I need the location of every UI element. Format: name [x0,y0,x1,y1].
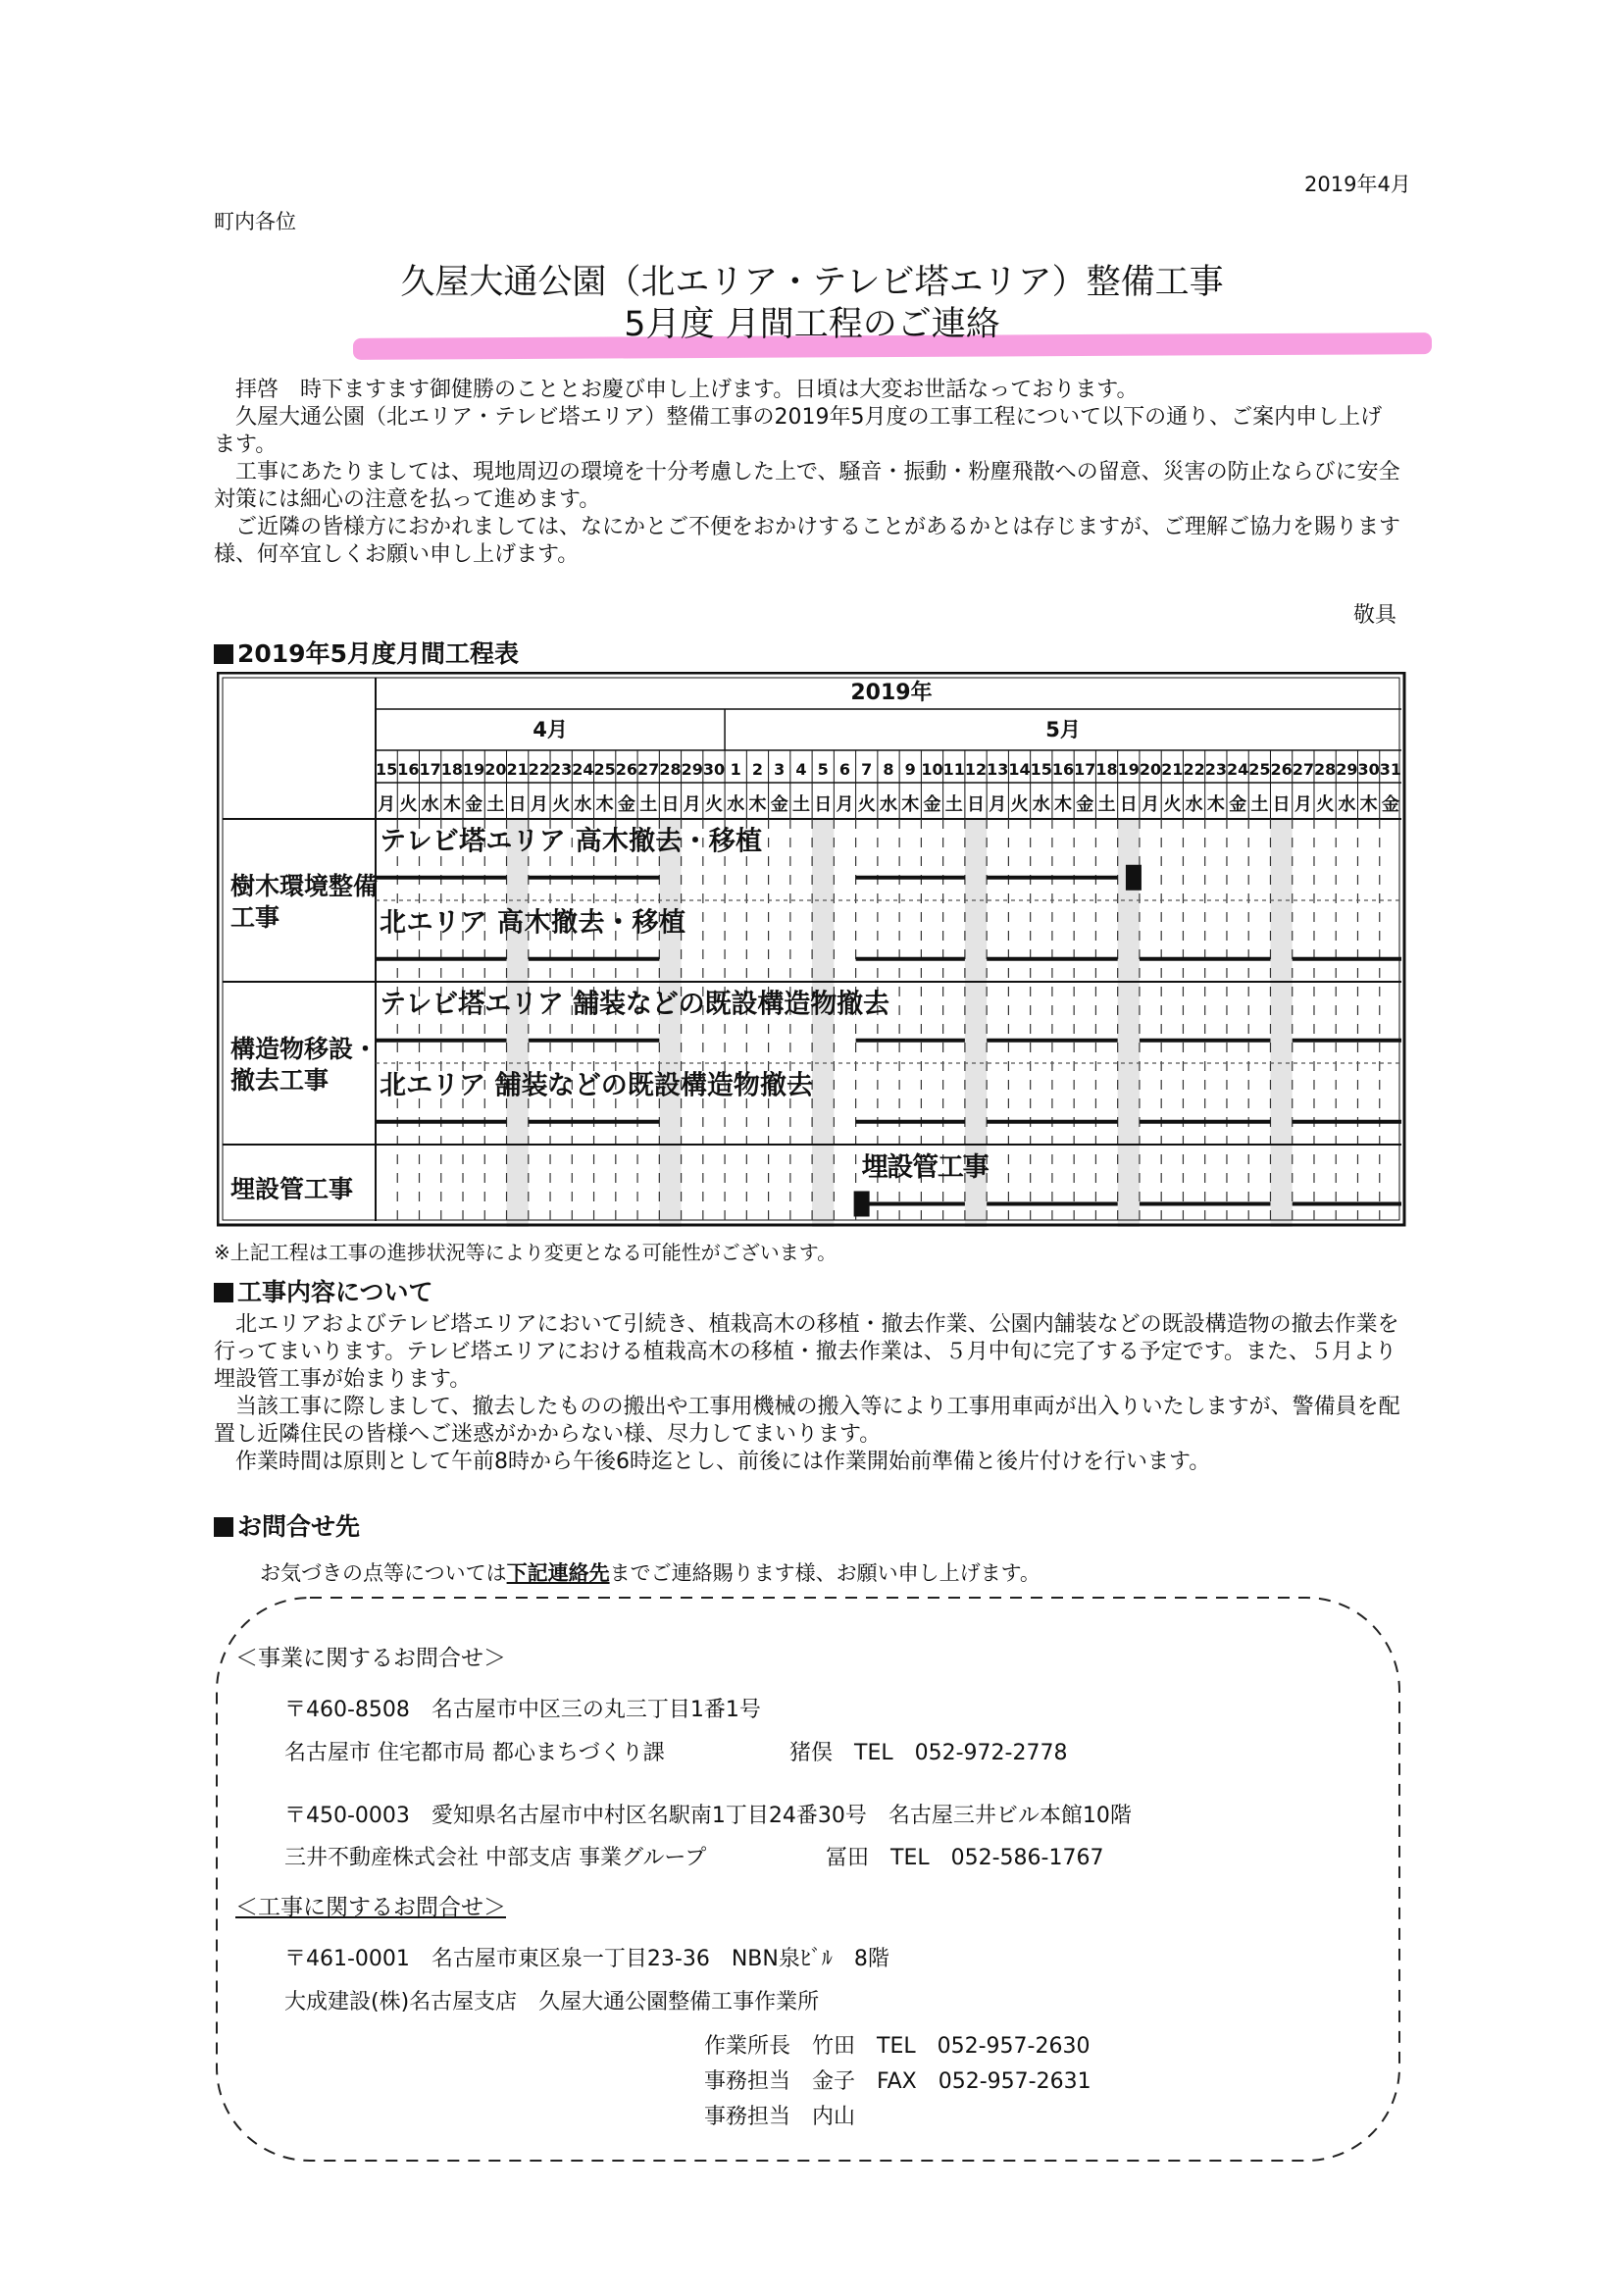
category-label: 埋設管工事 [230,1175,354,1203]
task-label: 北エリア 高木撤去・移植 [380,907,685,939]
day-number: 27 [637,760,660,779]
weekday-label: 土 [791,794,810,815]
day-number: 3 [774,760,786,779]
weekday-label: 水 [1032,794,1050,815]
month-label: 5月 [1045,718,1081,741]
day-number: 5 [817,760,829,779]
weekday-label: 月 [530,794,548,815]
day-number: 13 [987,760,1009,779]
day-number: 16 [397,760,420,779]
year-label: 2019年 [850,681,933,705]
work-heading: 工事内容について [214,1273,433,1308]
work-paragraph: 作業時間は原則として午前8時から午後6時迄とし、前後には作業開始前準備と後片付けを行います。 [214,1450,1211,1474]
holiday-column [659,819,681,1227]
weekday-label: 土 [1097,794,1116,815]
weekday-label: 火 [552,794,571,815]
weekday-label: 木 [748,794,767,815]
contact-lead: お気づきの点等については下記連絡先までご連絡賜ります様、お願い申し上げます。 [260,1561,1040,1585]
day-number: 28 [1313,760,1337,779]
day-number: 18 [1095,760,1118,779]
weekday-label: 月 [1142,794,1160,815]
intro-paragraph: ご近隣の皆様方におかれましては、なにかとご不便をおかけすることがあるかとは存じますが、ご理解ご協力を賜ります様、何卒宜しくお願い申し上げます。 [214,515,1401,567]
weekday-label: 水 [880,794,897,815]
category-label: 樹木環境整備 [230,872,379,900]
category-label: 構造物移設・ [230,1035,379,1063]
month-label: 4月 [533,718,568,741]
day-number: 21 [1161,760,1184,779]
work-body [214,1311,1400,1476]
day-number: 23 [1204,760,1227,779]
day-number: 20 [1139,760,1162,779]
square-bullet-icon [214,1283,233,1302]
task-label: 埋設管工事 [861,1151,990,1183]
business-2-person: 冨田 TEL 052-586-1767 [826,1846,1104,1870]
day-number: 19 [1117,760,1140,779]
day-number: 10 [921,760,943,779]
start-marker [854,1191,870,1216]
day-number: 9 [904,760,916,779]
construction-contact: 事務担当 金子 FAX 052-957-2631 [704,2069,1091,2094]
day-number: 30 [702,760,726,779]
work-paragraph: 北エリアおよびテレビ塔エリアにおいて引続き、植栽高木の移植・撤去作業、公園内舗装などの既設構造物の撤去作業を行ってまいります。テレビ塔エリアにおける植栽高木の移植・撤去作業は、５月中旬に完了する予定です。また、５月より埋設管工事が始まります。 [214,1312,1399,1392]
weekday-label: 火 [1163,794,1182,815]
table-inner-frame [223,678,1402,1220]
day-number: 2 [751,760,764,779]
weekday-label: 金 [1076,794,1094,815]
document-date: 2019年4月 [1304,173,1411,196]
contact-box [214,1595,1402,2164]
recipient: 町内各位 [214,210,296,233]
category-label: 工事 [230,903,280,932]
day-number: 11 [942,760,965,779]
day-number: 17 [419,760,441,779]
construction-contact: 作業所長 竹田 TEL 052-957-2630 [704,2034,1091,2059]
contact-heading: お問合せ先 [214,1507,360,1543]
day-number: 28 [659,760,682,779]
weekday-label: 木 [595,794,614,815]
day-number: 16 [1051,760,1075,779]
weekday-label: 金 [1229,794,1247,815]
weekday-label: 水 [1185,794,1203,815]
weekday-label: 月 [836,794,854,815]
intro-paragraph: 拝啓 時下ますます御健勝のこととお慶び申し上げます。日頃は大変お世話なっております。 [214,378,1139,402]
weekday-label: 月 [683,794,701,815]
weekday-label: 木 [442,794,461,815]
day-number: 17 [1074,760,1096,779]
day-number: 12 [964,760,988,779]
day-number: 30 [1357,760,1380,779]
task-label: 北エリア 舗装などの既設構造物撤去 [380,1070,813,1101]
day-number: 29 [1336,760,1358,779]
weekday-label: 木 [1054,794,1073,815]
day-number: 1 [730,760,741,779]
closing-word: 敬具 [1353,603,1397,628]
weekday-label: 水 [727,794,745,815]
day-number: 4 [795,760,807,779]
weekday-label: 金 [1381,794,1399,815]
weekday-label: 土 [944,794,963,815]
category-label: 撤去工事 [230,1066,330,1095]
weekday-label: 水 [1338,794,1356,815]
weekday-label: 月 [989,794,1007,815]
construction-contact: 事務担当 内山 [704,2105,856,2129]
business-2-address: 〒450-0003 愛知県名古屋市中村区名駅南1丁目24番30号 名古屋三井ビル本館10階 [284,1804,1132,1828]
day-number: 8 [883,760,894,779]
day-number: 21 [506,760,529,779]
weekday-label: 木 [1359,794,1378,815]
day-number: 27 [1292,760,1314,779]
schedule-table [217,672,1407,1227]
business-2-org: 三井不動産株式会社 中部支店 事業グループ [284,1846,707,1870]
weekday-label: 日 [661,794,680,815]
task-label: テレビ塔エリア 高木撤去・移植 [380,826,762,857]
weekday-label: 木 [901,794,920,815]
weekday-label: 火 [1010,794,1029,815]
weekday-label: 月 [1294,794,1312,815]
weekday-label: 水 [421,794,439,815]
day-number: 31 [1379,760,1402,779]
day-number: 20 [484,760,507,779]
work-paragraph: 当該工事に際しまして、撤去したものの搬出や工事用機械の搬入等により工事用車両が出入りいたしますが、警備員を配置し近隣住民の皆様へご迷惑がかからない様、尽力してまいります。 [214,1395,1400,1447]
day-number: 29 [681,760,703,779]
page-subtitle: 5月度 月間工程のご連絡 [624,305,1000,344]
day-number: 7 [861,760,873,779]
weekday-label: 木 [1206,794,1225,815]
day-number: 6 [838,760,851,779]
holiday-column [812,819,834,1227]
day-number: 24 [1226,760,1249,779]
intro-paragraph: 工事にあたりましては、現地周辺の環境を十分考慮した上で、騒音・振動・粉塵飛散への留意、災害の防止ならびに安全対策には細心の注意を払って進めます。 [214,460,1400,512]
schedule-heading: 2019年5月度月間工程表 [214,635,519,670]
weekday-label: 土 [639,794,658,815]
day-number: 14 [1008,760,1031,779]
weekday-label: 月 [378,794,396,815]
construction-address: 〒461-0001 名古屋市東区泉一丁目23-36 NBN泉ﾋﾞﾙ 8階 [284,1947,889,1971]
day-number: 15 [375,760,398,779]
day-number: 15 [1030,760,1052,779]
business-contact-header: ＜事業に関するお問合せ＞ [235,1646,506,1671]
contact-link-text: 下記連絡先 [506,1561,610,1585]
weekday-label: 火 [704,794,723,815]
weekday-label: 土 [486,794,505,815]
weekday-label: 金 [770,794,788,815]
day-number: 22 [1183,760,1205,779]
weekday-label: 火 [399,794,418,815]
business-1-org: 名古屋市 住宅都市局 都心まちづくり課 [284,1741,665,1765]
weekday-label: 日 [814,794,833,815]
construction-contact-header: ＜工事に関するお問合せ＞ [235,1895,506,1920]
weekday-label: 火 [1316,794,1335,815]
weekday-label: 土 [1250,794,1269,815]
construction-org: 大成建設(株)名古屋支店 久屋大通公園整備工事作業所 [284,1990,820,2014]
weekday-label: 水 [574,794,592,815]
day-number: 22 [528,760,551,779]
day-number: 26 [615,760,638,779]
weekday-label: 日 [967,794,986,815]
weekday-label: 日 [1272,794,1291,815]
day-number: 18 [440,760,464,779]
task-label: テレビ塔エリア 舗装などの既設構造物撤去 [380,989,889,1020]
day-number: 25 [593,760,616,779]
milestone-marker [1126,865,1142,891]
square-bullet-icon [214,644,233,664]
holiday-column [1270,819,1292,1227]
day-number: 23 [550,760,573,779]
weekday-label: 日 [1119,794,1138,815]
square-bullet-icon [214,1517,233,1537]
day-number: 25 [1248,760,1271,779]
weekday-label: 火 [857,794,876,815]
weekday-label: 金 [465,794,483,815]
weekday-label: 金 [923,794,941,815]
business-1-person: 猪俣 TEL 052-972-2778 [789,1741,1068,1765]
day-number: 24 [572,760,594,779]
intro-paragraph: 久屋大通公園（北エリア・テレビ塔エリア）整備工事の2019年5月度の工事工程について以下の通り、ご案内申し上げます。 [214,405,1383,457]
holiday-column [507,819,529,1227]
day-number: 19 [463,760,485,779]
page-title: 久屋大通公園（北エリア・テレビ塔エリア）整備工事 [400,263,1224,302]
business-1-address: 〒460-8508 名古屋市中区三の丸三丁目1番1号 [284,1698,761,1722]
weekday-label: 日 [508,794,527,815]
weekday-label: 金 [617,794,635,815]
schedule-note: ※上記工程は工事の進捗状況等により変更となる可能性がございます。 [214,1241,837,1264]
day-number: 26 [1270,760,1293,779]
